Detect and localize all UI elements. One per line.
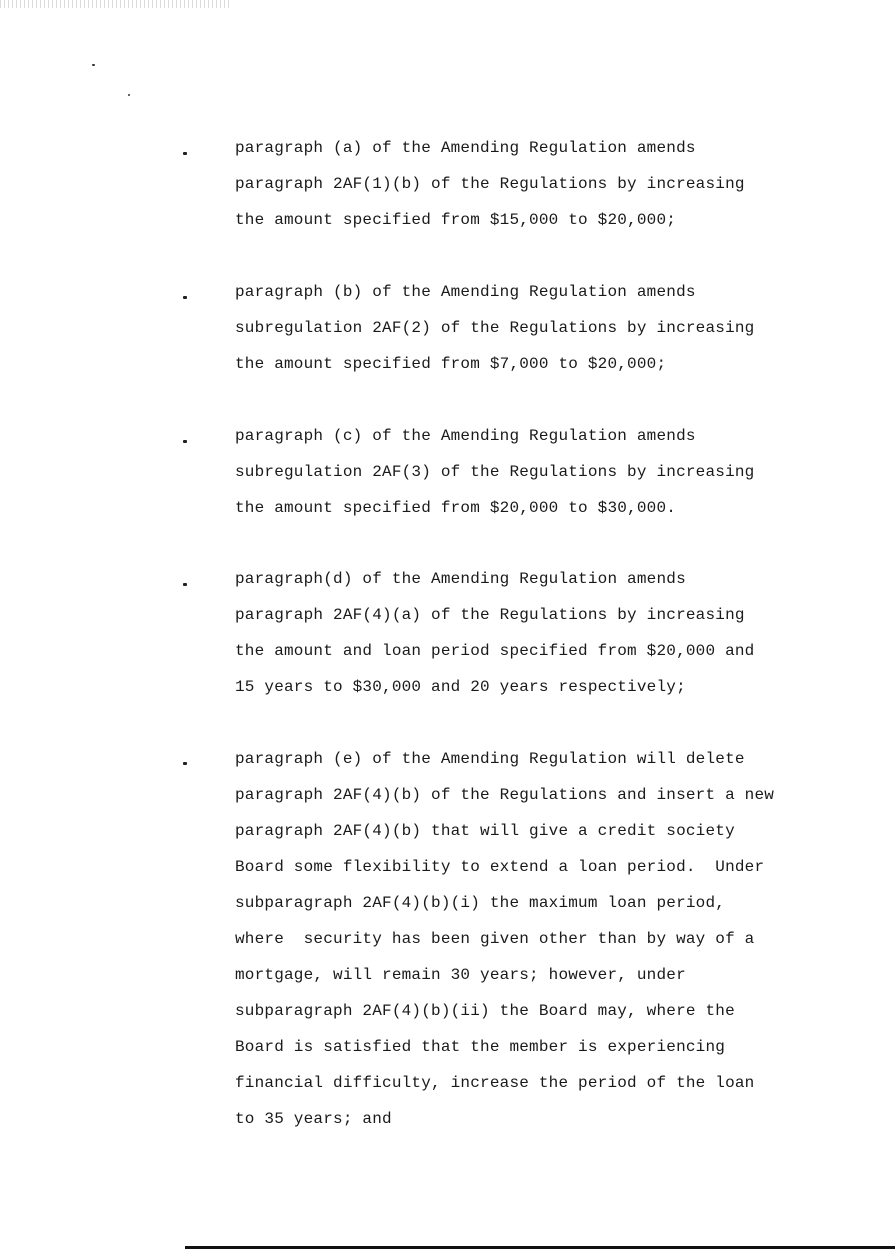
text-line: subparagraph 2AF(4)(b)(ii) the Board may, where the	[235, 1002, 735, 1020]
text-line: paragraph 2AF(4)(b) of the Regulations and insert a new	[235, 786, 775, 804]
text-line: subregulation 2AF(2) of the Regulations by increasing	[235, 319, 755, 337]
bullet-marker	[183, 152, 187, 155]
bullet-paragraph-c	[235, 418, 855, 526]
text-line: paragraph(d) of the Amending Regulation amends	[235, 570, 686, 588]
text-line: the amount specified from $7,000 to $20,000;	[235, 355, 667, 373]
text-line: the amount specified from $20,000 to $30,000.	[235, 499, 677, 517]
text-line: paragraph (e) of the Amending Regulation will delete	[235, 750, 745, 768]
bullet-marker	[183, 296, 187, 299]
text-line: the amount and loan period specified from $20,000 and	[235, 642, 755, 660]
bullet-marker	[183, 762, 187, 765]
text-line: the amount specified from $15,000 to $20,000;	[235, 211, 677, 229]
text-line: financial difficulty, increase the period of the loan	[235, 1074, 755, 1092]
scan-speck	[92, 64, 95, 66]
text-line: to 35 years; and	[235, 1110, 392, 1128]
text-line: 15 years to $30,000 and 20 years respectively;	[235, 678, 686, 696]
text-line: paragraph (c) of the Amending Regulation amends	[235, 427, 696, 445]
bullet-paragraph-a	[235, 130, 855, 238]
scan-noise	[0, 0, 230, 8]
text-line: mortgage, will remain 30 years; however, under	[235, 966, 686, 984]
scan-speck	[128, 94, 130, 96]
text-line: Board some flexibility to extend a loan period. Under	[235, 858, 765, 876]
text-line: Board is satisfied that the member is experiencing	[235, 1038, 726, 1056]
text-line: paragraph 2AF(1)(b) of the Regulations by increasing	[235, 175, 745, 193]
text-line: paragraph 2AF(4)(a) of the Regulations by increasing	[235, 606, 745, 624]
text-line: paragraph (a) of the Amending Regulation amends	[235, 139, 696, 157]
text-line: paragraph 2AF(4)(b) that will give a credit society	[235, 822, 735, 840]
bullet-marker	[183, 440, 187, 443]
text-line: where security has been given other than by way of a	[235, 930, 755, 948]
text-line: subregulation 2AF(3) of the Regulations by increasing	[235, 463, 755, 481]
bullet-paragraph-b	[235, 274, 855, 382]
page-bottom-rule	[185, 1246, 895, 1249]
text-line: subparagraph 2AF(4)(b)(i) the maximum loan period,	[235, 894, 726, 912]
bullet-marker	[183, 583, 187, 586]
text-line: paragraph (b) of the Amending Regulation amends	[235, 283, 696, 301]
bullet-paragraph-d	[235, 561, 855, 705]
bullet-paragraph-e	[235, 741, 855, 1137]
